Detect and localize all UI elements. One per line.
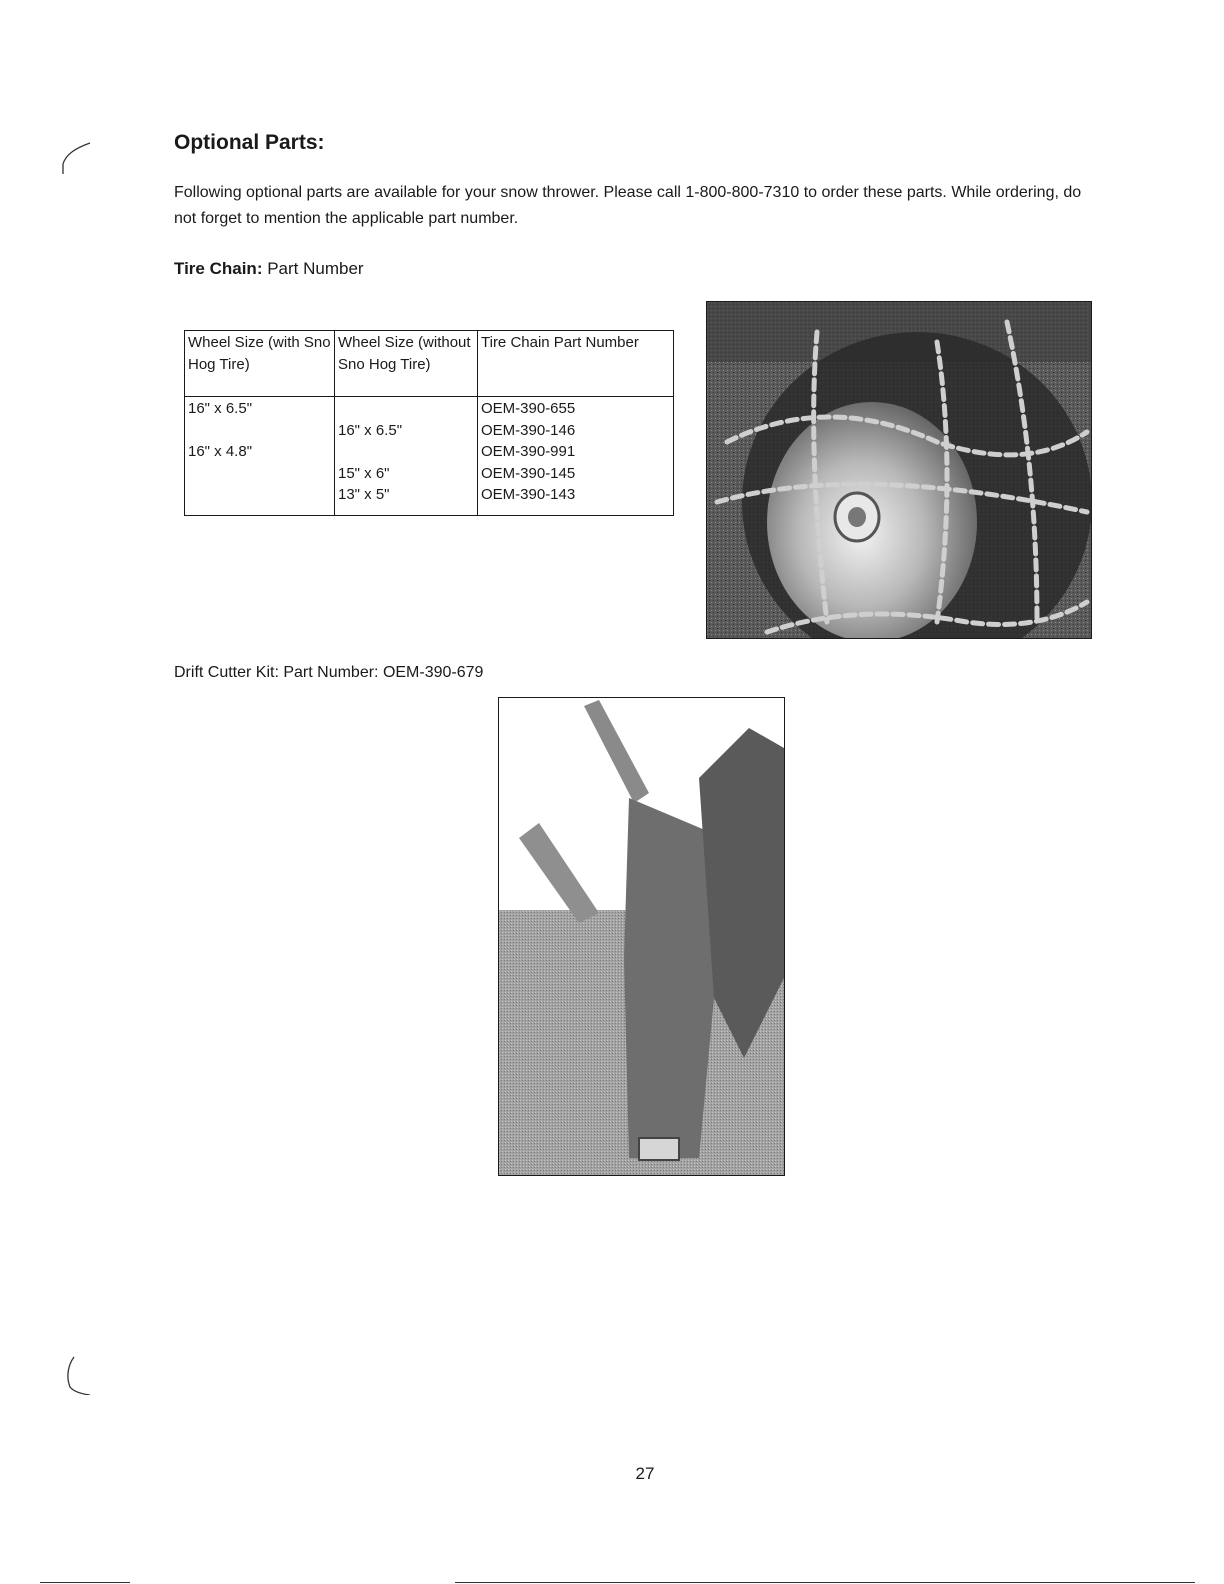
wheel-size-value: 16" x 6.5"	[338, 421, 403, 439]
wheel-size-value: 16" x 4.8"	[188, 443, 253, 460]
part-number-value: OEM-390-655	[481, 400, 576, 417]
wheel-size-value	[188, 420, 331, 442]
part-number-value: OEM-390-146	[481, 421, 576, 439]
margin-corner-mark	[60, 1355, 100, 1395]
wheel-size-value: 15" x 6"	[338, 464, 390, 482]
page-number: 27	[635, 1464, 655, 1483]
table-row	[185, 397, 674, 516]
drift-cutter-caption: Drift Cutter Kit: Part Number: OEM-390-679	[174, 664, 484, 681]
wheel-size-value	[188, 484, 331, 506]
drift-cutter-photo	[498, 697, 785, 1176]
column-part-number	[478, 397, 674, 516]
wheel-size-value: 16" x 6.5"	[188, 400, 253, 417]
column-without-sno-hog	[335, 397, 478, 516]
tire-chain-label-suffix: Part Number	[267, 259, 364, 278]
part-number-value: OEM-390-145	[481, 464, 576, 482]
page-title: Optional Parts:	[174, 131, 325, 154]
intro-paragraph: Following optional parts are available for your snow thrower. Please call 1-800-800-7310 to order these parts. While ordering, do not forget to mention the applicable part number.	[174, 184, 1082, 227]
tire-chain-heading	[174, 259, 364, 279]
bottom-edge-rule	[455, 1582, 1195, 1583]
wheel-size-value	[338, 441, 474, 463]
header-wheel-size-with-sno-hog: Wheel Size (with Sno Hog Tire)	[185, 331, 335, 397]
header-tire-chain-part-number: Tire Chain Part Number	[478, 331, 674, 397]
wheel-size-value: 13" x 5"	[338, 486, 390, 503]
header-wheel-size-without-sno-hog: Wheel Size (without Sno Hog Tire)	[335, 331, 478, 397]
table-header-row	[185, 331, 674, 397]
part-number-value: OEM-390-991	[481, 443, 576, 460]
tire-chain-label: Tire Chain:	[174, 259, 263, 278]
wheel-size-value	[338, 398, 474, 420]
margin-corner-mark	[58, 140, 98, 180]
part-number-value: OEM-390-143	[481, 486, 576, 503]
wheel-size-value	[188, 463, 331, 485]
tire-chain-photo	[706, 301, 1092, 639]
column-with-sno-hog	[185, 397, 335, 516]
bottom-edge-rule	[40, 1582, 130, 1583]
tire-chain-table	[184, 330, 674, 516]
